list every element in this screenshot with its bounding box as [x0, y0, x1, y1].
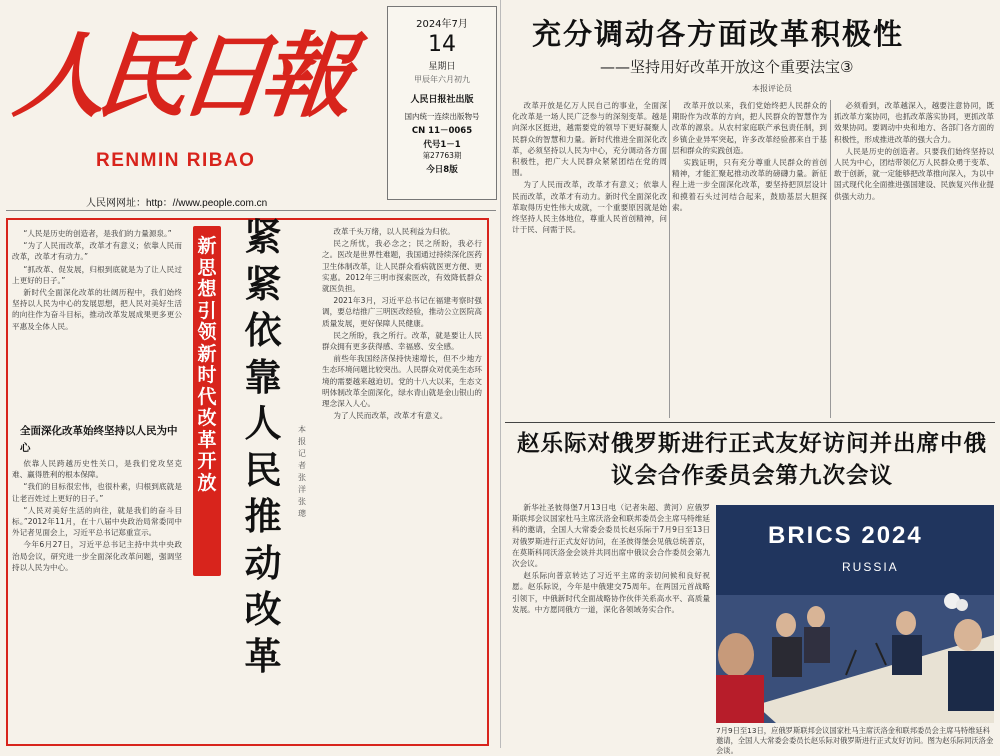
second-article-body [512, 502, 710, 747]
feature-subhead: 全面深化改革始终坚持以人民为中心 [20, 425, 178, 454]
page-divider [500, 0, 501, 748]
paragraph: 人民是历史的创造者。只要我们始终坚持以人民为中心，团结带领亿万人民群众勇于变革、敢于创新，就一定能够把改革推向深入，为以中国式现代化全面推进强国建设、民族复兴伟业提供强大动力。 [834, 146, 994, 201]
paragraph: 改革千头万绪，以人民利益为归依。 [333, 227, 455, 236]
column-divider [830, 100, 831, 418]
postal-code: 代号1－1 [423, 140, 461, 150]
paragraph: 实践证明，只有充分尊重人民群众的首创精神，才能汇聚起推动改革的磅礴力量。新征程上进一步全面深化改革，要坚持把顶层设计和摸着石头过河结合起来，鼓励基层大胆探索。 [672, 158, 827, 212]
paragraph: 今年6月27日，习近平总书记主持中共中央政治局会议，研究进一步全面深化改革问题，强调坚持以人民为中心。 [12, 540, 182, 572]
paragraph: “人民是历史的创造者，是我们的力量源泉。” [23, 229, 172, 238]
paragraph: 依靠人民跨越历史性关口，是我们党攻坚克难、赢得胜利的根本保障。 [12, 459, 182, 480]
paragraph: “抓改革、促发展，归根到底就是为了让人民过上更好的日子。” [12, 264, 182, 285]
headline-second[interactable]: 赵乐际对俄罗斯进行正式友好访问并出席中俄议会合作委员会第九次会议 [516, 431, 987, 489]
paragraph: “我们的目标很宏伟，也很朴素，归根到底就是让老百姓过上更好的日子。” [12, 482, 182, 503]
paragraph: 为了人民而改革，改革才有意义；依靠人民而改革，改革才有动力。新时代全面深化改革取得历史性伟大成就，一个重要原因就是始终坚持人民主体地位，尊重人民首创精神，问计于民、问需于民。 [512, 180, 667, 235]
headline-top-byline: 本报评论员 [752, 84, 792, 93]
paragraph: 前些年我国经济保持快速增长，但不少地方生态环境问题比较突出。人民群众对优美生态环境的需要越来越迫切。党的十八大以来，生态文明体制改革全面深化，绿水青山就是金山银山的理念深入人心。 [322, 354, 482, 409]
right-column-1 [512, 100, 667, 420]
brics-logo-text: BRICS 2024 [768, 522, 923, 549]
paragraph: 赵乐际向普京转达了习近平主席的亲切问候和良好祝愿。赵乐际说，今年是中俄建交75周年。在两国元首战略引领下，中俄新时代全面战略协作伙伴关系高水平、高质量发展。中方愿同俄方一道，深化各领域务实合作。 [512, 571, 710, 614]
paragraph: 改革开放以来，我们党始终把人民群众的期盼作为改革的方向，把人民群众的智慧作为改革的源泉。从农村家庭联产承包责任制，到乡镇企业异军突起，许多改革经验都来自于基层和群众的实践创造。 [672, 101, 827, 155]
paragraph: “人民对美好生活的向往，就是我们的奋斗目标。”2012年11月，在十八届中央政治局常委同中外记者见面会上，习近平总书记郑重宣示。 [12, 505, 182, 538]
cn-number: CN 11－0065 [411, 126, 473, 136]
date-lunar: 甲辰年六月初九 [414, 75, 470, 84]
issn-line: 国内统一连续出版物号 [404, 112, 480, 121]
paragraph: 新华社圣彼得堡7月13日电（记者朱超、黄河）应俄罗斯联邦会议国家杜马主席沃洛金和联邦委员会主席马特维延科的邀请，全国人大常委会委员长赵乐际于7月9日至13日对俄罗斯进行正式友好访问，在圣彼得堡会见俄总统普京，在莫斯科同沃洛金会谈并共同出席中俄议会合作委员会第九次会议。 [512, 503, 710, 569]
masthead-pinyin: RENMIN RIBAO [96, 150, 256, 171]
paragraph: “为了人民而改革，改革才有意义；依靠人民而改革，改革才有动力。” [12, 241, 182, 262]
feature-byline: 本报记者 张洋 张璁 [298, 425, 306, 518]
paragraph: 为了人民而改革，改革才有意义。 [333, 411, 448, 421]
paragraph: 新时代全面深化改革的壮阔历程中，我们始终坚持以人民为中心的发展思想，把人民对美好生活的向往作为奋斗目标，推动改革发展成果更多更公平惠及全体人民。 [12, 288, 182, 331]
feature-headline[interactable]: 紧紧依靠人民推动改革 [244, 216, 282, 678]
issue-number: 第27763期 [422, 151, 462, 160]
paragraph: 民之所忧，我必念之；民之所盼，我必行之。医改是世界性难题，我国通过持续深化医药卫生体制改革，让人民群众看病就医更方便、更实惠。2012年三明市探索医改，有效降低群众就医负担。 [322, 239, 482, 294]
masthead-divider [6, 210, 496, 211]
paragraph: 2021年3月，习近平总书记在福建考察时强调，要总结推广三明医改经验，推动公立医院高质量发展，更好保障人民健康。 [322, 296, 482, 328]
section-divider [505, 422, 995, 423]
page-count: 今日8版 [426, 165, 458, 175]
masthead-website[interactable]: 人民网网址：http：//www.people.com.cn [86, 198, 268, 209]
right-column-2 [672, 100, 827, 420]
publisher-name: 人民日报社出版 [410, 95, 474, 105]
date-day: 14 [428, 32, 456, 57]
date-year-month: 2024年7月 [416, 19, 468, 30]
feature-kicker: 新思想引领新时代改革开放 [193, 226, 221, 576]
newspaper-logo: 人民日報 [9, 22, 349, 130]
photo-caption: 7月9日至13日，应俄罗斯联邦会议国家杜马主席沃洛金和联邦委员会主席马特维延科邀请，全国人大常委会委员长赵乐际对俄罗斯进行正式友好访问。图为赵乐际同沃洛金会谈。 [716, 726, 994, 755]
feature-column-3 [322, 226, 482, 741]
headline-top-subtitle: ——坚持用好改革开放这个重要法宝③ [600, 58, 854, 76]
date-weekday: 星期日 [428, 62, 456, 72]
brics-country-text: RUSSIA [842, 560, 899, 574]
headline-top[interactable]: 充分调动各方面改革积极性 [532, 17, 905, 51]
paragraph: 必须看到，改革越深入，越要注意协同，既抓改革方案协同，也抓改革落实协同，更抓改革效果协同。要调动中央和地方、各部门各方面的积极性，形成推进改革的强大合力。 [834, 101, 994, 144]
column-divider [669, 100, 670, 418]
date-box [387, 6, 497, 200]
feature-lead-continued [12, 458, 182, 743]
right-column-3 [834, 100, 994, 420]
paragraph: 民之所盼，我之所行。改革，就是要让人民群众拥有更多获得感、幸福感、安全感。 [322, 330, 482, 352]
paragraph: 改革开放是亿万人民自己的事业，全面深化改革是一场人民广泛参与的深刻变革。越是向深水区挺进，越需要党的领导下更好凝聚人民群众的智慧和力量。新时代推进全面深化改革，必须坚持以人民为中心，充分调动各方面积极性，把广大人民群众紧紧团结在党的周围。 [512, 101, 667, 178]
